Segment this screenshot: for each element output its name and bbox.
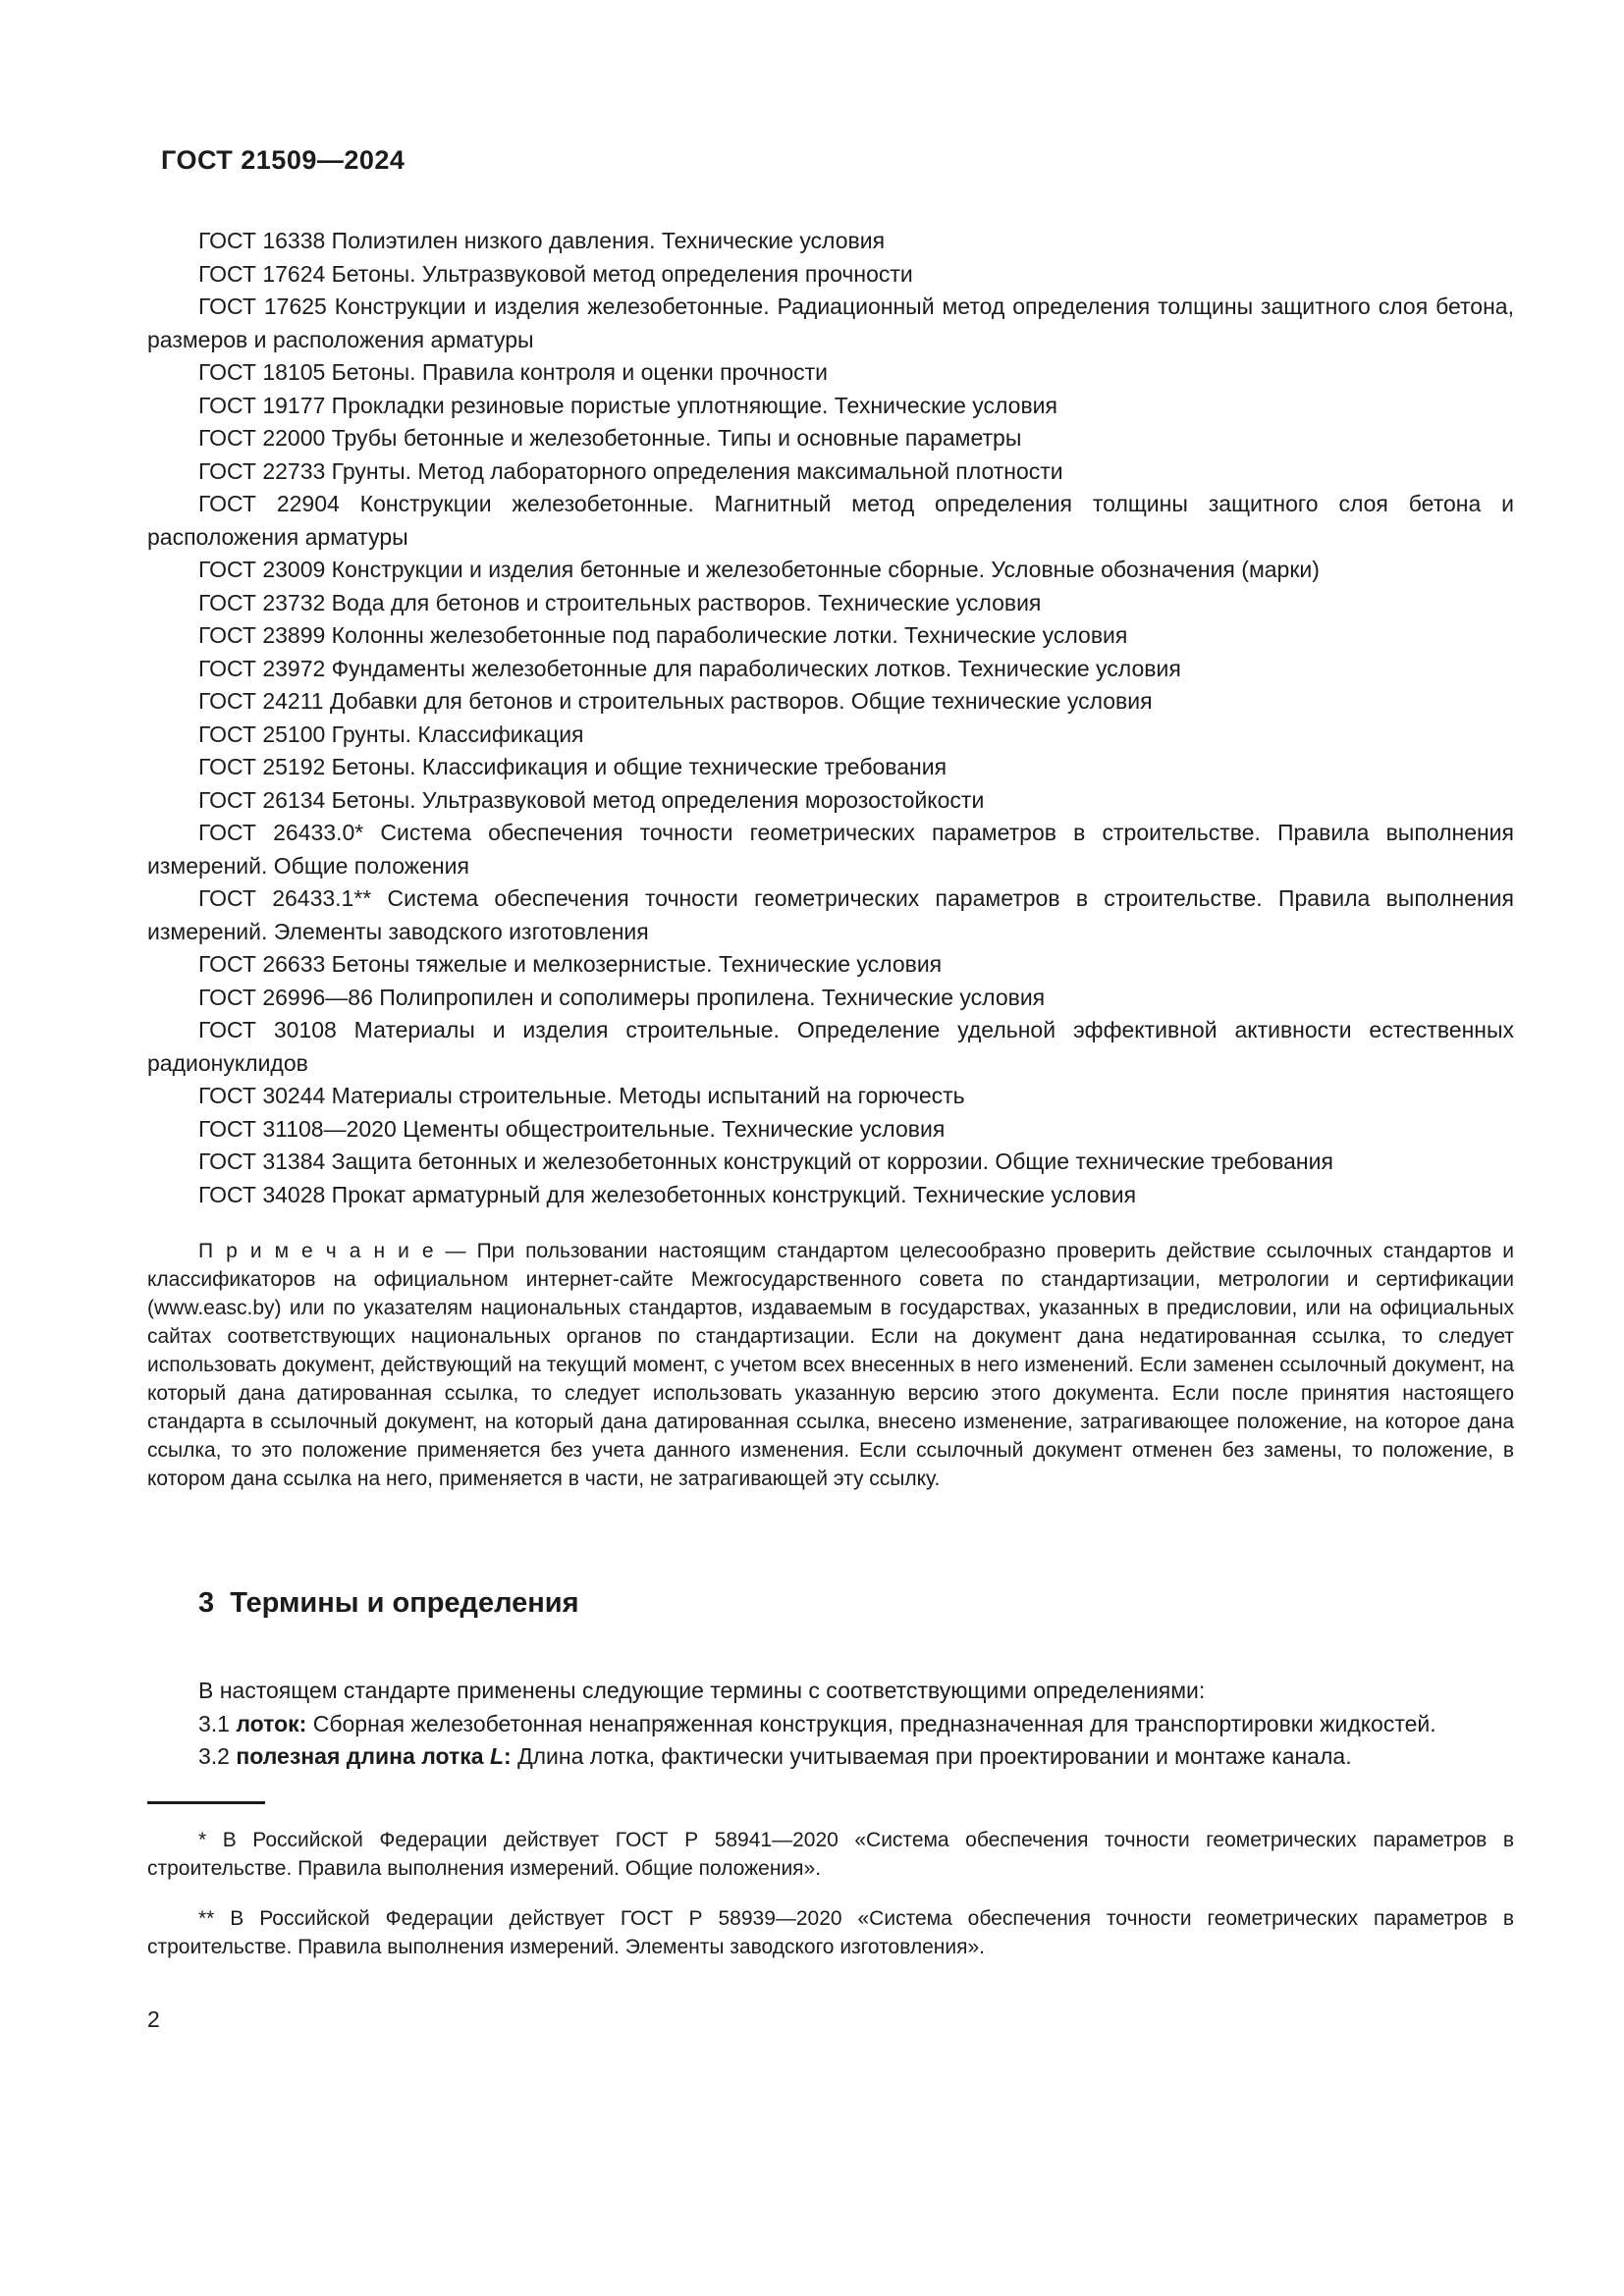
- section-3-intro: В настоящем стандарте применены следующие термины с соответствующими определениями:: [198, 1678, 1206, 1703]
- reference-item: ГОСТ 16338 Полиэтилен низкого давления. Технические условия: [198, 228, 886, 253]
- reference-item: ГОСТ 17624 Бетоны. Ультразвуковой метод определения прочности: [198, 260, 913, 287]
- term-3-1: [147, 1708, 1514, 1741]
- reference-item: ГОСТ 30108 Материалы и изделия строительные. Определение удельной эффективной активности естественных радионуклидов: [147, 1017, 1514, 1076]
- note-label: П р и м е ч а н и е: [198, 1240, 435, 1262]
- reference-item: ГОСТ 26433.1** Система обеспечения точности геометрических параметров в строительстве. Правила выполнения измерений. Элементы заводского изготовления: [147, 885, 1514, 944]
- term-name: [236, 1743, 511, 1769]
- footnote-text: В Российской Федерации действует ГОСТ Р 58939—2020 «Система обеспечения точности геометрических параметров в строительстве. Правила выполнения измерений. Элементы заводского изготовления».: [147, 1906, 1514, 1958]
- running-header: ГОСТ 21509—2024: [161, 145, 406, 175]
- footnote-2: [147, 1904, 1514, 1961]
- reference-item: ГОСТ 26996—86 Полипропилен и сополимеры пропилена. Технические условия: [198, 984, 1046, 1010]
- note-text: При пользовании настоящим стандартом целесообразно проверить действие ссылочных стандартов и классификаторов на официальном интернет-сайте Межгосударственного совета по стандартизации, метрологии и сертификации (www.easc.by) или по указателям национальных стандартов, издаваемым в государствах, указанных в предисловии, или на официальных сайтах соответствующих национальных органов по стандартизации. Если на документ дана недатированная ссылка, то следует использовать документ, действующий на текущий момент, с учетом всех внесенных в него изменений. Если заменен ссылочный документ, на который дана датированная ссылка, то следует использовать указанную версию этого документа. Если после принятия настоящего стандарта в ссылочный документ, на который дана датированная ссылка, внесено изменение, затрагивающее положение, на которое дана ссылка, то это положение применяется без учета данного изменения. Если ссылочный документ отменен без замены, то положение, в котором дана ссылка на него, применяется в части, не затрагивающей эту ссылку.: [147, 1240, 1515, 1490]
- term-number: 3.2: [198, 1743, 230, 1769]
- reference-item: ГОСТ 23972 Фундаменты железобетонные для параболических лотков. Технические условия: [198, 655, 1181, 681]
- section-3-heading: 3 Термины и определения: [198, 1587, 579, 1619]
- reference-item: ГОСТ 25192 Бетоны. Классификация и общие технические требования: [198, 754, 947, 779]
- reference-item: ГОСТ 22000 Трубы бетонные и железобетонные. Типы и основные параметры: [198, 425, 1022, 451]
- footnote-1: [147, 1826, 1514, 1883]
- normative-references-list: [147, 225, 1514, 1211]
- page-number: 2: [147, 2005, 160, 2032]
- reference-item: ГОСТ 26633 Бетоны тяжелые и мелкозернистые. Технические условия: [198, 951, 943, 977]
- term-number: 3.1: [198, 1710, 230, 1736]
- reference-item: ГОСТ 24211 Добавки для бетонов и строительных растворов. Общие технические условия: [198, 688, 1153, 714]
- reference-item: ГОСТ 17625 Конструкции и изделия железобетонные. Радиационный метод определения толщины защитного слоя бетона, размеров и расположения арматуры: [147, 294, 1514, 352]
- term-variable: L: [489, 1743, 504, 1769]
- reference-item: ГОСТ 19177 Прокладки резиновые пористые уплотняющие. Технические условия: [198, 392, 1057, 418]
- note-paragraph: [147, 1237, 1514, 1493]
- reference-item: ГОСТ 26433.0* Система обеспечения точности геометрических параметров в строительстве. Правила выполнения измерений. Общие положения: [147, 820, 1514, 879]
- term-colon: :: [504, 1743, 512, 1769]
- term-3-2: [147, 1740, 1514, 1774]
- reference-item: ГОСТ 23899 Колонны железобетонные под параболические лотки. Технические условия: [198, 622, 1128, 648]
- term-name-prefix: полезная длина лотка: [236, 1743, 490, 1769]
- reference-item: ГОСТ 18105 Бетоны. Правила контроля и оценки прочности: [198, 359, 828, 385]
- note-dash: —: [434, 1240, 477, 1262]
- footnote-marker: *: [198, 1828, 207, 1851]
- reference-item: ГОСТ 31108—2020 Цементы общестроительные. Технические условия: [198, 1115, 946, 1142]
- footnote-marker: **: [198, 1906, 215, 1930]
- term-definition: Длина лотка, фактически учитываемая при проектировании и монтаже канала.: [517, 1743, 1352, 1769]
- reference-item: ГОСТ 31384 Защита бетонных и железобетонных конструкций от коррозии. Общие технические требования: [198, 1148, 1333, 1174]
- footnote-divider: [147, 1801, 265, 1804]
- reference-item: ГОСТ 25100 Грунты. Классификация: [198, 721, 584, 747]
- reference-item: ГОСТ 34028 Прокат арматурный для железобетонных конструкций. Технические условия: [198, 1181, 1137, 1207]
- term-name: лоток:: [236, 1710, 307, 1736]
- reference-item: ГОСТ 22733 Грунты. Метод лабораторного определения максимальной плотности: [198, 457, 1063, 484]
- reference-item: ГОСТ 22904 Конструкции железобетонные. Магнитный метод определения толщины защитного слоя бетона и расположения арматуры: [147, 491, 1514, 550]
- term-definition: Сборная железобетонная ненапряженная конструкция, предназначенная для транспортировки жидкостей.: [312, 1710, 1436, 1736]
- reference-item: ГОСТ 30244 Материалы строительные. Методы испытаний на горючесть: [198, 1083, 965, 1108]
- reference-item: ГОСТ 23732 Вода для бетонов и строительных растворов. Технические условия: [198, 589, 1042, 615]
- footnote-text: В Российской Федерации действует ГОСТ Р 58941—2020 «Система обеспечения точности геометрических параметров в строительстве. Правила выполнения измерений. Общие положения».: [147, 1828, 1514, 1880]
- reference-item: ГОСТ 23009 Конструкции и изделия бетонные и железобетонные сборные. Условные обозначения (марки): [198, 557, 1320, 582]
- reference-item: ГОСТ 26134 Бетоны. Ультразвуковой метод определения морозостойкости: [198, 786, 985, 813]
